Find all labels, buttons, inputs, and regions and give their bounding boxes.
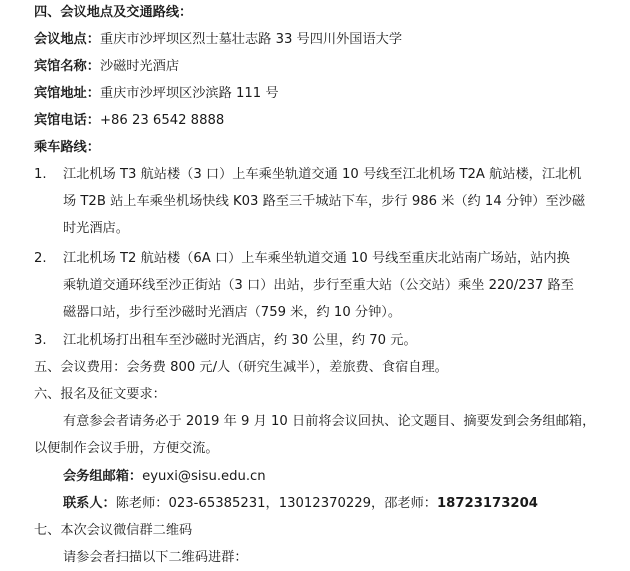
route-1-line-3: 时光酒店。 xyxy=(63,221,129,236)
route-2-line-3: 磁器口站，步行至沙磁时光酒店（759 米，约 10 分钟）。 xyxy=(63,305,402,320)
section-6-paragraph-line-2: 以便制作会议手册，方便交流。 xyxy=(34,441,219,456)
section-5-label: 五、会议费用： xyxy=(34,360,127,375)
hotel-phone-label: 宾馆电话： xyxy=(34,113,100,128)
route-3-number: 3. xyxy=(34,333,47,348)
contact-row xyxy=(63,495,538,513)
hotel-address-label: 宾馆地址： xyxy=(34,86,100,101)
route-2-number: 2. xyxy=(34,251,47,266)
route-1-line-1: 江北机场 T3 航站楼（3 口）上车乘坐轨道交通 10 号线至江北机场 T2A 航站楼，江北机 xyxy=(63,167,582,182)
venue-row xyxy=(34,31,402,49)
hotel-address-row xyxy=(34,85,279,103)
hotel-phone-row xyxy=(34,112,224,130)
route-2-line-2: 乘轨道交通环线至沙正街站（3 口）出站，步行至重大站（公交站）乘坐 220/237 路至 xyxy=(63,278,574,293)
section-5-row xyxy=(34,359,448,377)
hotel-name-label: 宾馆名称： xyxy=(34,59,100,74)
email-row xyxy=(63,468,266,486)
contact-label: 联系人： xyxy=(63,496,116,511)
email-value: eyuxi@sisu.edu.cn xyxy=(142,469,266,484)
hotel-address-value: 重庆市沙坪坝区沙滨路 111 号 xyxy=(99,86,279,101)
hotel-phone-value: +86 23 6542 8888 xyxy=(99,113,225,128)
route-2-line-1: 江北机场 T2 航站楼（6A 口）上车乘坐轨道交通 10 号线至重庆北站南广场站，站内换 xyxy=(63,251,570,266)
hotel-name-value: 沙磁时光酒店 xyxy=(99,59,180,74)
section-5-value: 会务费 800 元/人（研究生减半），差旅费、食宿自理。 xyxy=(126,360,448,375)
section-4-heading: 四、会议地点及交通路线： xyxy=(34,5,193,20)
route-1-number: 1. xyxy=(34,167,47,182)
section-7-heading: 七、本次会议微信群二维码 xyxy=(34,523,193,538)
hotel-name-row xyxy=(34,58,179,76)
route-heading: 乘车路线： xyxy=(34,140,100,155)
contact-value-phone: 18723173204 xyxy=(436,496,538,511)
route-1-line-2: 场 T2B 站上车乘坐机场快线 K03 路至三千城站下车，步行 986 米（约 14 分钟）至沙磁 xyxy=(63,194,586,209)
section-6-paragraph-line-1: 有意参会者请务必于 2019 年 9 月 10 日前将会议回执、论文题目、摘要发到会务组邮箱， xyxy=(63,414,596,429)
section-6-heading: 六、报名及征文要求： xyxy=(34,387,166,402)
contact-value: 陈老师：023-65385231，13012370229，邵老师： xyxy=(115,496,437,511)
venue-value: 重庆市沙坪坝区烈士墓壮志路 33 号四川外国语大学 xyxy=(99,32,403,47)
section-7-line: 请参会者扫描以下二维码进群： xyxy=(63,550,248,565)
venue-label: 会议地点： xyxy=(34,32,100,47)
email-label: 会务组邮箱： xyxy=(63,469,143,484)
route-3-line-1: 江北机场打出租车至沙磁时光酒店，约 30 公里，约 70 元。 xyxy=(63,333,417,348)
